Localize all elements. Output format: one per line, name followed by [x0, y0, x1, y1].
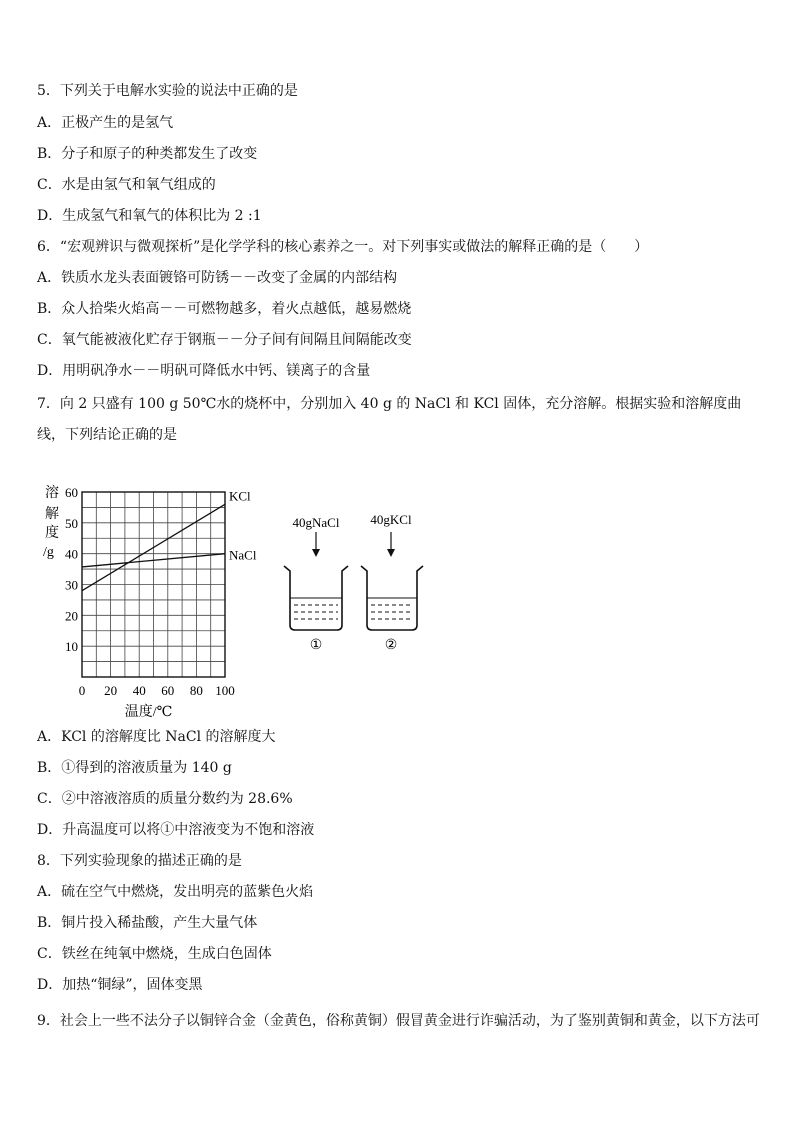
beaker-1 [284, 515, 348, 653]
y-tick-label: 60 [65, 485, 78, 500]
q6-option-c: C．氧气能被液化贮存于钢瓶－－分子间有间隔且间隔能改变 [37, 332, 412, 348]
beaker-2-label: 40gKCl [370, 512, 412, 527]
q8-option-b: B．铜片投入稀盐酸，产生大量气体 [37, 915, 258, 931]
q8-option-c: C．铁丝在纯氧中燃烧，生成白色固体 [37, 946, 272, 962]
y-tick-label: 20 [65, 608, 78, 624]
q7-option-a: A．KCl 的溶解度比 NaCl 的溶解度大 [37, 729, 276, 745]
q8-stem: 8．下列实验现象的描述正确的是 [37, 853, 242, 869]
chart-grid [82, 492, 225, 677]
x-tick-label: 40 [132, 683, 146, 698]
q5-option-a: A．正极产生的是氢气 [37, 115, 174, 131]
q5-option-c: C．水是由氢气和氧气组成的 [37, 177, 216, 193]
y-tick-label: 40 [65, 546, 78, 562]
q7-option-b: B．①得到的溶液质量为 140 g [37, 760, 232, 776]
solubility-figure [40, 480, 440, 720]
y-tick-label: 50 [65, 515, 78, 531]
q9-stem: 9．社会上一些不法分子以铜锌合金（金黄色，俗称黄铜）假冒黄金进行诈骗活动，为了鉴别黄铜和黄金，以下方法可 [37, 1013, 760, 1029]
y-axis-label-char: /g [43, 545, 54, 560]
q7-option-d: D．升高温度可以将①中溶液变为不饱和溶液 [37, 822, 315, 838]
q5-option-b: B．分子和原子的种类都发生了改变 [37, 146, 258, 162]
q5-option-d: D．生成氢气和氧气的体积比为 2 :1 [37, 208, 262, 224]
beaker-1-label: 40gNaCl [292, 515, 340, 530]
x-tick-label: 100 [215, 683, 235, 698]
series-label-nacl: NaCl [229, 547, 257, 563]
q7-stem: 7．向 2 只盛有 100 g 50℃水的烧杯中，分别加入 40 g 的 NaCl 和 KCl 固体，充分溶解。根据实验和溶解度曲线，下列结论正确的是 [37, 396, 742, 443]
q6-option-b: B．众人拾柴火焰高－－可燃物越多，着火点越低，越易燃烧 [37, 301, 412, 317]
chart-series [82, 488, 257, 590]
q5-stem: 5．下列关于电解水实验的说法中正确的是 [37, 83, 298, 99]
q6-stem: 6．“宏观辨识与微观探析”是化学学科的核心素养之一。对下列事实或做法的解释正确的是（ ） [37, 239, 649, 255]
x-tick-label: 20 [104, 683, 118, 698]
x-axis-label: 温度/℃ [124, 705, 173, 720]
y-tick-label: 30 [65, 577, 78, 593]
q7-option-c: C．②中溶液溶质的质量分数约为 28.6% [37, 791, 293, 807]
q6-option-d: D．用明矾净水－－明矾可降低水中钙、镁离子的含量 [37, 363, 371, 379]
q6-option-a: A．铁质水龙头表面镀铬可防锈－－改变了金属的内部结构 [37, 270, 398, 286]
q8-option-d: D．加热“铜绿”，固体变黑 [37, 977, 203, 993]
y-tick-label: 10 [65, 639, 78, 655]
y-axis-label-char: 度 [45, 526, 59, 541]
beaker-2 [361, 512, 423, 653]
q8-option-a: A．硫在空气中燃烧，发出明亮的蓝紫色火焰 [37, 884, 314, 900]
x-tick-label: 0 [78, 683, 86, 698]
x-tick-label: 80 [189, 683, 203, 698]
y-axis-label-char: 解 [45, 507, 59, 522]
chart-axes [65, 485, 235, 698]
beaker-2-marker: ② [384, 638, 398, 653]
series-label-kcl: KCl [229, 488, 251, 504]
beaker-1-marker: ① [309, 638, 323, 653]
y-axis-label-char: 溶 [45, 486, 59, 501]
x-tick-label: 60 [161, 683, 175, 698]
